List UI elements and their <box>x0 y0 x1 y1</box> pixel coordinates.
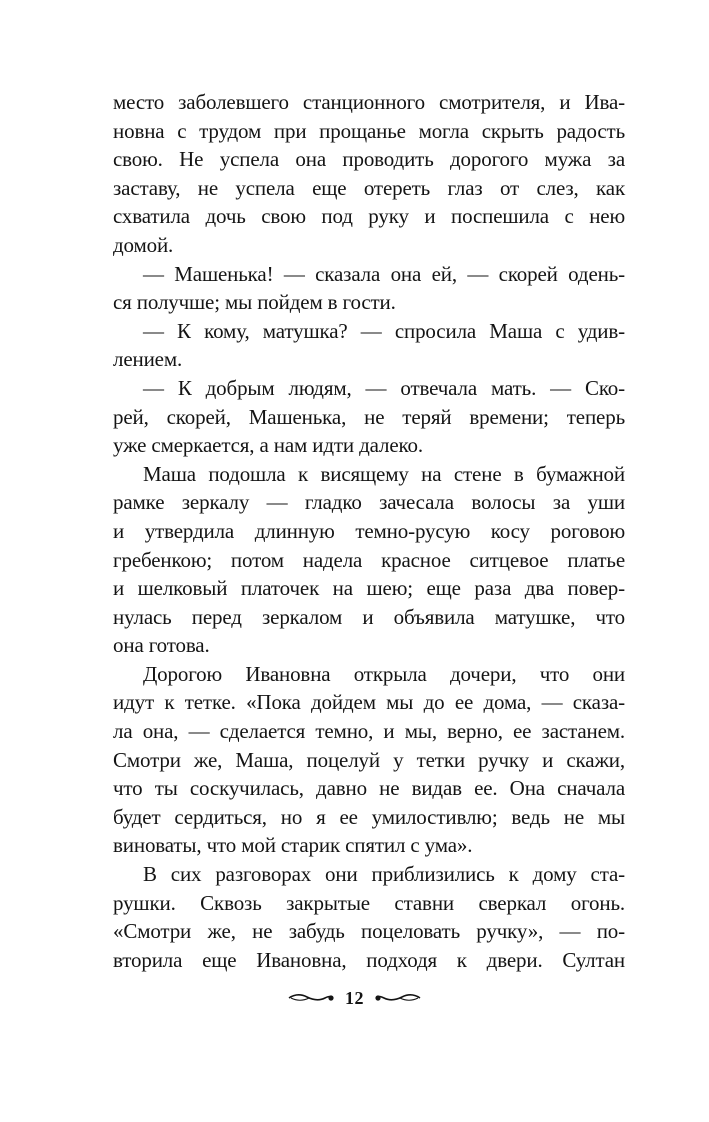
text-line: новна с трудом при прощанье могла скрыть радость <box>113 118 625 143</box>
text-line: схватила дочь свою под руку и поспешила с нею <box>113 204 625 229</box>
text-line: заставу, не успела еще отереть глаз от слез, как <box>113 175 625 200</box>
text-line: рушки. Сквозь закрытые ставни сверкал огонь. <box>113 890 625 915</box>
text-line: нулась перед зеркалом и объявила матушке, что <box>113 604 625 629</box>
text-line: виноваты, что мой старик спятил с ума». <box>113 833 473 858</box>
text-line: уже смеркается, а нам идти далеко. <box>113 433 423 458</box>
text-line: Дорогою Ивановна открыла дочери, что они <box>143 661 625 686</box>
scroll-flourish-icon <box>374 991 422 1005</box>
text-line: — К кому, матушка? — спросила Маша с удив- <box>143 318 625 343</box>
text-line: место заболевшего станционного смотрителя, и Ива- <box>113 90 625 114</box>
text-line: — Машенька! — сказала она ей, — скорей одень- <box>143 261 625 286</box>
page-number: 12 <box>345 987 364 1008</box>
text-line: гребенкою; потом надела красное ситцевое платье <box>113 547 625 572</box>
text-line: Смотри же, Маша, поцелуй у тетки ручку и скажи, <box>113 747 625 772</box>
text-line: ся получше; мы пойдем в гости. <box>113 290 396 315</box>
text-line: лением. <box>113 347 183 372</box>
page-footer <box>0 983 709 1013</box>
text-line: ла она, — сделается темно, и мы, верно, ее застанем. <box>113 719 625 744</box>
text-line: рамке зеркалу — гладко зачесала волосы за уши <box>113 490 625 515</box>
text-line: — К добрым людям, — отвечала мать. — Ско- <box>143 375 625 400</box>
text-line: она готова. <box>113 633 210 658</box>
text-line: В сих разговорах они приблизились к дому ста- <box>143 862 625 887</box>
text-line: домой. <box>113 232 174 257</box>
text-line: вторила еще Ивановна, подходя к двери. Султан <box>113 947 625 972</box>
text-line: рей, скорей, Машенька, не теряй времени; теперь <box>113 404 625 429</box>
body-text <box>113 88 625 974</box>
text-line: что ты соскучилась, давно не видав ее. Она сначала <box>113 776 625 801</box>
scroll-flourish-icon <box>287 991 335 1005</box>
text-line: будет сердиться, но я ее умилостивлю; ведь не мы <box>113 804 625 829</box>
text-line: и шелковый платочек на шею; еще раза два повер- <box>113 576 625 601</box>
text-line: свою. Не успела она проводить дорогого мужа за <box>113 147 625 172</box>
text-line: идут к тетке. «Пока дойдем мы до ее дома, — сказа- <box>113 690 625 715</box>
text-line: Маша подошла к висящему на стене в бумажной <box>143 461 625 486</box>
text-line: «Смотри же, не забудь поцеловать ручку», — по- <box>113 919 625 944</box>
text-line: и утвердила длинную темно-русую косу роговою <box>113 518 625 543</box>
